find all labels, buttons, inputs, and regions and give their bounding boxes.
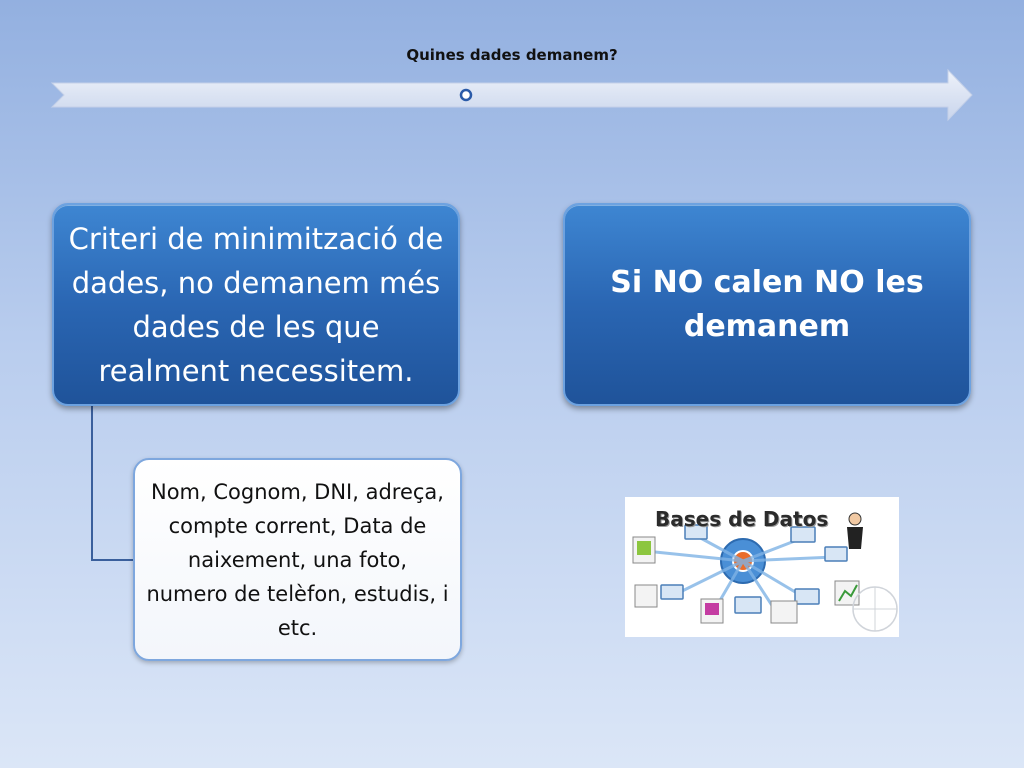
data-examples-text: Nom, Cognom, DNI, adreça, compte corrent, Data de naixement, una foto, numero de telèfon, estudis, i etc. (146, 479, 449, 640)
minimization-box (52, 203, 460, 406)
minimization-text: Criteri de minimització de dades, no demanem més dades de les que realment necessitem. (68, 221, 444, 388)
timeline-title: Quines dades demanem? (406, 46, 618, 64)
database-image-label: Bases de Datos (655, 507, 829, 531)
database-illustration (625, 497, 899, 637)
data-examples-box (133, 458, 462, 661)
rule-box (563, 203, 971, 406)
rule-text: Si NO calen NO les demanem (610, 264, 924, 344)
